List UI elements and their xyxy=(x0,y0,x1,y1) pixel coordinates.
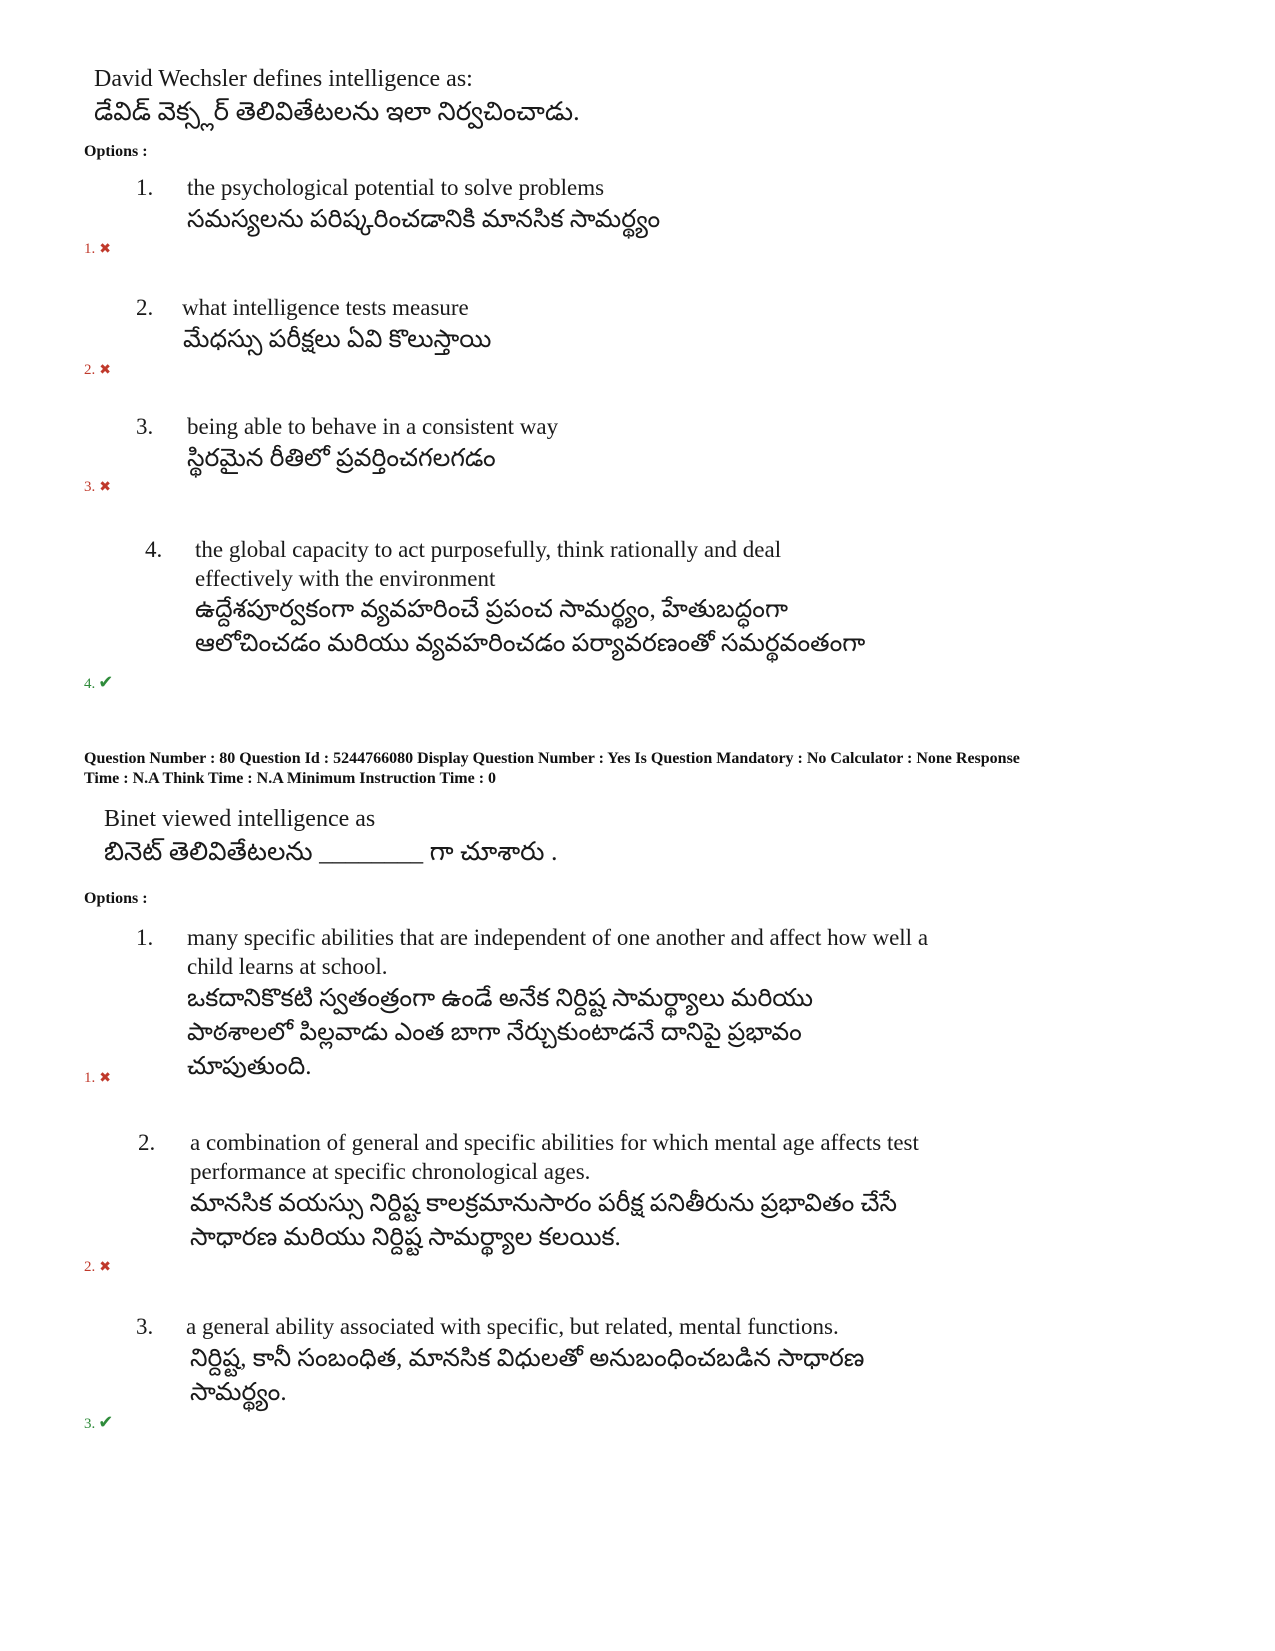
option-text-telugu: నిర్దిష్ట, కానీ సంబంధిత, మానసిక విధులతో అనుబంధించబడిన సాధారణ xyxy=(190,1345,865,1372)
option-number: 2. xyxy=(138,1130,156,1155)
option-text-english: a general ability associated with specific, but related, mental functions. xyxy=(186,1314,839,1339)
cross-icon: ✖ xyxy=(99,1260,111,1275)
question-stem-english: Binet viewed intelligence as xyxy=(104,806,376,832)
cross-icon: ✖ xyxy=(99,1071,111,1086)
check-icon: ✔ xyxy=(98,672,114,692)
option-text-telugu: సామర్థ్యం. xyxy=(190,1379,287,1406)
option-text-telugu: మేధస్సు పరీక్షలు ఏవి కొలుస్తాయి xyxy=(183,326,492,353)
option-marker xyxy=(84,479,111,496)
option-number: 1. xyxy=(136,175,154,200)
option-text-english: performance at specific chronological ages. xyxy=(190,1159,591,1184)
option-text-english: a combination of general and specific abilities for which mental age affects test xyxy=(190,1130,919,1155)
option-text-english: effectively with the environment xyxy=(195,566,496,591)
marker-number: 2. xyxy=(84,362,96,378)
option-text-english: being able to behave in a consistent way xyxy=(187,414,559,439)
options-label: Options : xyxy=(84,143,148,160)
question-stem-english: David Wechsler defines intelligence as: xyxy=(94,66,473,92)
option-number: 3. xyxy=(136,414,154,439)
cross-icon: ✖ xyxy=(99,480,111,495)
option-number: 3. xyxy=(136,1314,154,1339)
option-number: 2. xyxy=(136,295,154,320)
cross-icon: ✖ xyxy=(99,242,111,257)
option-number: 1. xyxy=(136,925,154,950)
option-text-telugu: ఉద్దేశపూర్వకంగా వ్యవహరించే ప్రపంచ సామర్థ్యం, హేతుబద్ధంగా xyxy=(195,596,788,623)
marker-number: 2. xyxy=(84,1259,96,1275)
marker-number: 4. xyxy=(84,676,96,692)
option-text-telugu: సాధారణ మరియు నిర్దిష్ట సామర్థ్యాల కలయిక. xyxy=(190,1224,621,1251)
option-text-telugu: మానసిక వయస్సు నిర్దిష్ట కాలక్రమానుసారం పరీక్ష పనితీరును ప్రభావితం చేసే xyxy=(190,1190,898,1217)
option-text-telugu: స్థిరమైన రీతిలో ప్రవర్తించగలగడం xyxy=(187,445,496,472)
option-text-telugu: పాఠశాలలో పిల్లవాడు ఎంత బాగా నేర్చుకుంటాడనే దానిపై ప్రభావం xyxy=(187,1019,802,1046)
cross-icon: ✖ xyxy=(99,363,111,378)
option-text-telugu: చూపుతుంది. xyxy=(187,1053,312,1080)
check-icon: ✔ xyxy=(98,1412,114,1432)
marker-number: 1. xyxy=(84,241,96,257)
option-text-english: the global capacity to act purposefully, think rationally and deal xyxy=(195,537,782,562)
options-label: Options : xyxy=(84,890,148,907)
option-text-english: child learns at school. xyxy=(187,954,388,979)
question-meta: Time : N.A Think Time : N.A Minimum Instruction Time : 0 xyxy=(84,770,497,787)
option-marker xyxy=(84,362,111,379)
option-text-telugu: ఒకదానికొకటి స్వతంత్రంగా ఉండే అనేక నిర్దిష్ట సామర్థ్యాలు మరియు xyxy=(187,985,814,1012)
marker-number: 3. xyxy=(84,1416,96,1432)
question-stem-telugu: డేవిడ్ వెక్స్లర్ తెలివితేటలను ఇలా నిర్వచించాడు. xyxy=(94,97,580,126)
question-meta: Question Number : 80 Question Id : 5244766080 Display Question Number : Yes Is Question Mandatory : No Calculator : None Response xyxy=(84,750,1020,767)
option-text-english: many specific abilities that are independent of one another and affect how well a xyxy=(187,925,929,950)
option-marker xyxy=(84,1259,111,1276)
marker-number: 1. xyxy=(84,1070,96,1086)
option-text-telugu: సమస్యలను పరిష్కరించడానికి మానసిక సామర్థ్యం xyxy=(187,206,661,233)
option-marker xyxy=(84,1070,111,1087)
option-marker xyxy=(84,1414,113,1432)
option-marker xyxy=(84,241,111,258)
option-marker xyxy=(84,674,113,692)
marker-number: 3. xyxy=(84,479,96,495)
option-number: 4. xyxy=(145,537,163,562)
question-stem-telugu: బినెట్ తెలివితేటలను ________ గా చూశారు . xyxy=(104,837,558,866)
option-text-telugu: ఆలోచించడం మరియు వ్యవహరించడం పర్యావరణంతో సమర్థవంతంగా xyxy=(195,630,866,657)
option-text-english: what intelligence tests measure xyxy=(182,295,469,320)
option-text-english: the psychological potential to solve problems xyxy=(187,175,605,200)
